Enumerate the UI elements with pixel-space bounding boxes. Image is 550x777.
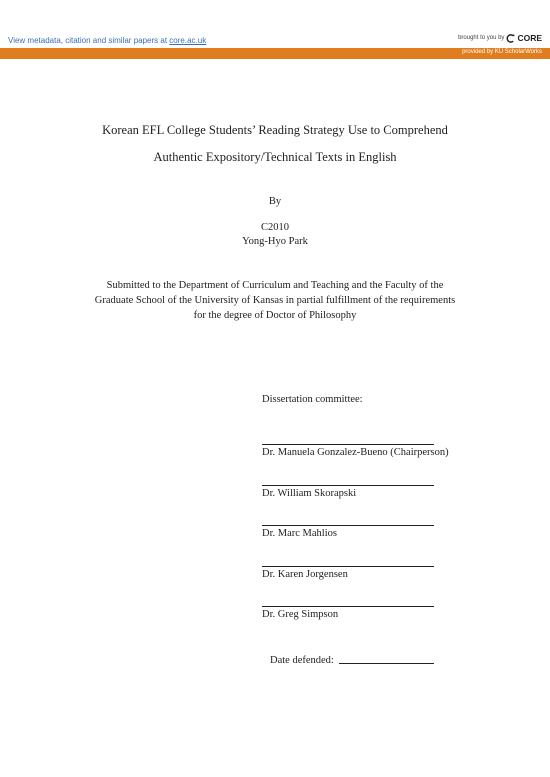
core-metadata-link[interactable] (8, 36, 206, 45)
committee-member: Dr. William Skorapski (262, 488, 357, 499)
submission-line-2: Graduate School of the University of Kansas in partial fulfillment of the requirements (94, 295, 456, 306)
committee-member: Dr. Karen Jorgensen (262, 569, 348, 580)
date-defended-label: Date defended: (270, 655, 334, 666)
brought-by-text: brought to you by (458, 35, 505, 41)
core-banner (0, 0, 550, 60)
committee-label: Dissertation committee: (262, 394, 363, 405)
signature-line (262, 606, 434, 607)
signature-line (262, 566, 434, 567)
core-ac-uk-link[interactable]: core.ac.uk (169, 36, 207, 45)
submission-line-3: for the degree of Doctor of Philosophy (193, 310, 357, 321)
signature-line (262, 444, 434, 445)
author-name: Yong-Hyo Park (242, 236, 308, 247)
core-provided-strip (0, 48, 550, 59)
committee-member: Dr. Marc Mahlios (262, 528, 337, 539)
signature-line (262, 485, 434, 486)
title-line-1: Korean EFL College Students’ Reading Strategy Use to Comprehend (102, 123, 448, 137)
provided-by-text[interactable]: provided by KU ScholarWorks (462, 49, 542, 55)
core-metadata-text: View metadata, citation and similar papers at (8, 36, 170, 45)
signature-line (262, 525, 434, 526)
date-defended-line (339, 663, 434, 664)
core-logo-text: CORE (517, 33, 542, 43)
copyright-year: C2010 (260, 222, 289, 233)
committee-member: Dr. Greg Simpson (262, 609, 339, 620)
committee-member-chair: Dr. Manuela Gonzalez-Bueno (Chairperson) (262, 447, 449, 458)
title-line-2: Authentic Expository/Technical Texts in English (153, 150, 397, 164)
core-logo-icon (506, 34, 515, 43)
by-label: By (268, 196, 282, 207)
submission-line-1: Submitted to the Department of Curriculum and Teaching and the Faculty of the (106, 280, 444, 291)
core-brought-by[interactable] (458, 33, 542, 43)
